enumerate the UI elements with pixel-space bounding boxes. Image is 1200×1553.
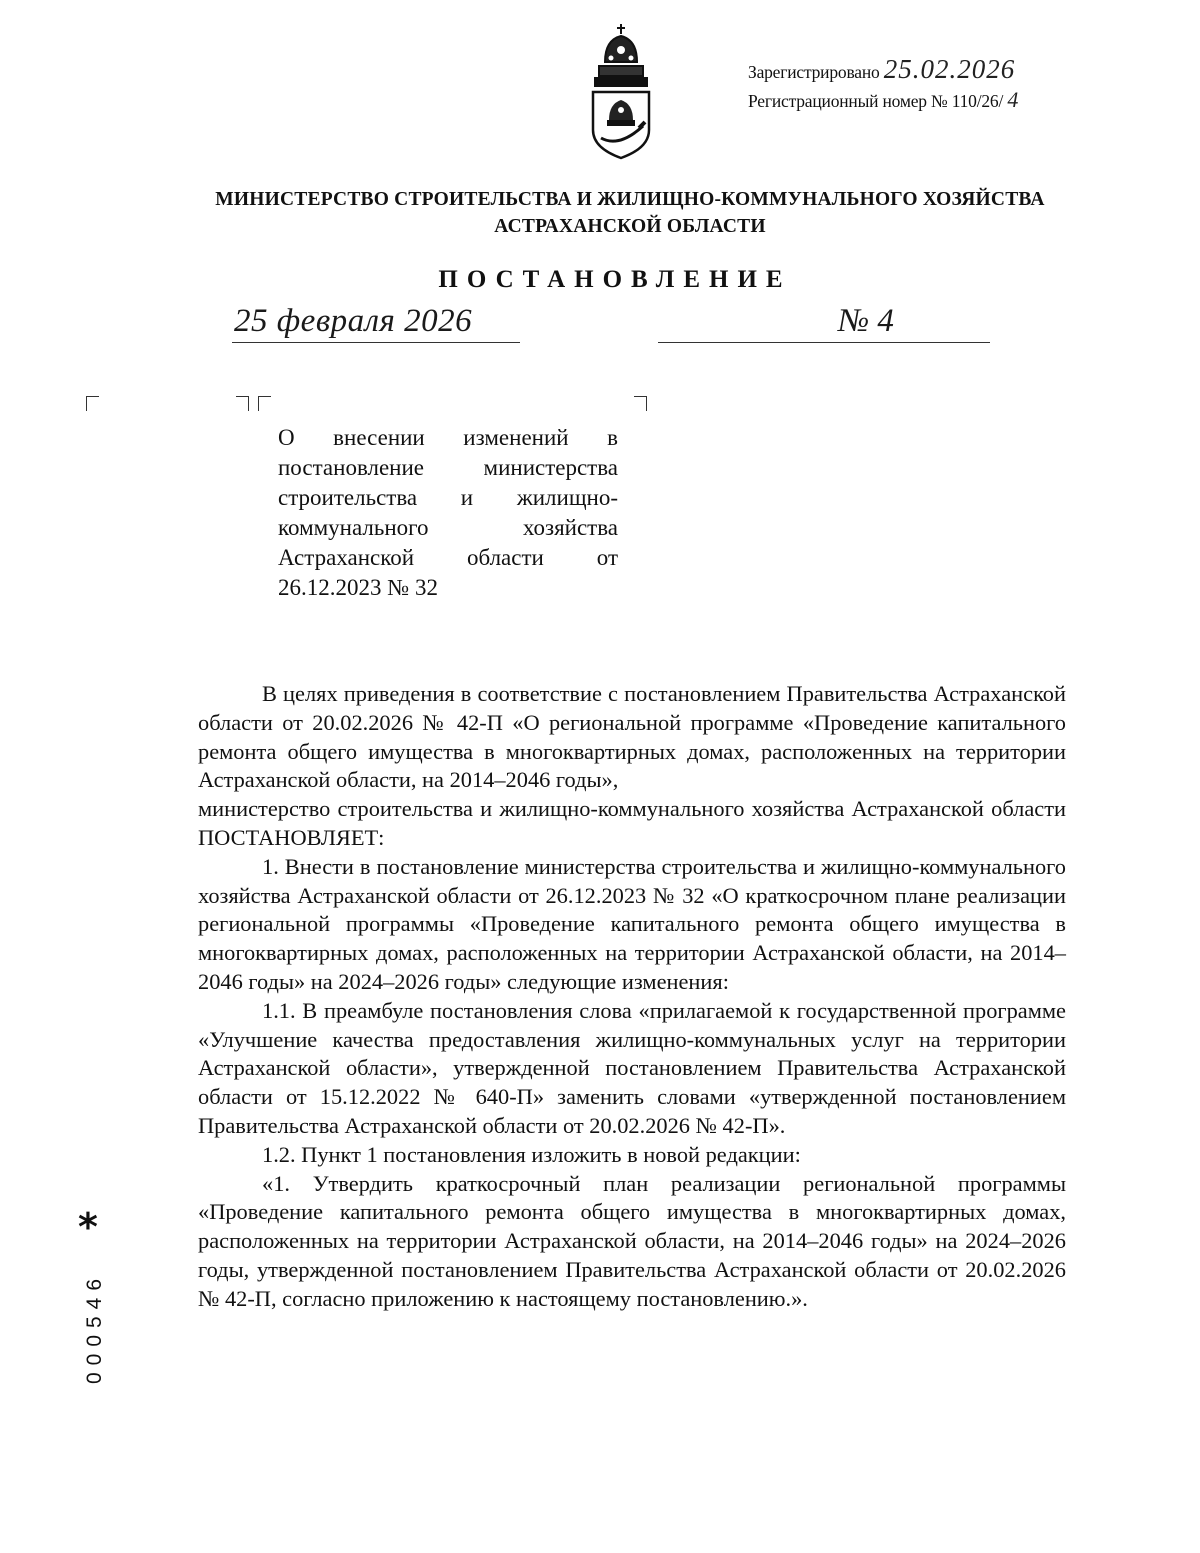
registration-line [748,56,1168,86]
document-body [198,680,1066,1314]
serial-number-text: 000546 [83,1271,106,1385]
body-paragraph: 1. Внести в постановление министерства строительства и жилищно-коммунального хозяйства Астраханской области от 26.12.2023 № 32 «О краткосрочном плане реализации региональной программы «Проведение капитального ремонта общего имущества в многоквартирных домах, расположенных на территории Астраханской области, на 2014–2046 годы» на 2024–2026 годы» следующие изменения: [198,853,1066,994]
corner-mark [634,396,647,411]
document-number-field [658,302,990,343]
registration-number: 4 [1007,87,1019,112]
document-date-field [232,302,520,343]
document-date: 25 февраля 2026 [234,303,473,339]
document-type-title: ПОСТАНОВЛЕНИЕ [438,266,792,293]
registration-date: 25.02.2026 [883,54,1016,84]
ministry-name-line2: АСТРАХАНСКОЙ ОБЛАСТИ [494,216,766,237]
registration-stamp [748,56,1168,115]
body-paragraph: В целях приведения в соответствие с постановлением Правительства Астраханской области от 20.02.2026 № 42-П «О региональной программе «Проведение капитального ремонта общего имущества в многоквартирных домах, расположенных на территории Астраханской области, на 2014–2046 годы», [198,681,1066,793]
registration-number-line [748,86,1168,115]
document-subject: О внесении изменений в постановление министерства строительства и жилищно-коммунального хозяйства Астраханской области от 26.12.2023 № 32 [278,425,618,600]
corner-mark [86,396,99,411]
ministry-name-line1: МИНИСТЕРСТВО СТРОИТЕЛЬСТВА И ЖИЛИЩНО-КОММУНАЛЬНОГО ХОЗЯЙСТВА [215,189,1045,210]
ministry-name [150,186,1110,240]
document-number: № 4 [838,303,894,339]
body-paragraph: «1. Утвердить краткосрочный план реализации региональной программы «Проведение капитального ремонта общего имущества в многоквартирных домах, расположенных на территории Астраханской области, на 2014–2046 годы» на 2024–2026 годы, утвержденной постановлением Правительства Астраханской области от 20.02.2026 № 42-П, согласно приложению к настоящему постановлению.». [198,1170,1066,1311]
registration-label: Зарегистрировано [748,62,880,82]
body-paragraph: 1.2. Пункт 1 постановления изложить в новой редакции: [262,1141,801,1167]
serial-star-mark: * [78,1205,98,1249]
body-paragraph: министерство строительства и жилищно-коммунального хозяйства Астраханской области ПОСТАНОВЛЯЕТ: [198,796,1066,850]
registration-number-label: Регистрационный номер № 110/26/ [748,91,1004,111]
body-paragraph: 1.1. В преамбуле постановления слова «прилагаемой к государственной программе «Улучшение качества предоставления жилищно-коммунальных услуг на территории Астраханской области», утвержденной постановлением Правительства Астраханской области от 15.12.2022 № 640-П» заменить словами «утвержденной постановлением Правительства Астраханской области от 20.02.2026 № 42-П». [198,997,1066,1138]
corner-mark [236,396,249,411]
serial-number [70,1268,120,1388]
coat-of-arms-icon [585,22,657,162]
corner-mark [258,396,271,411]
